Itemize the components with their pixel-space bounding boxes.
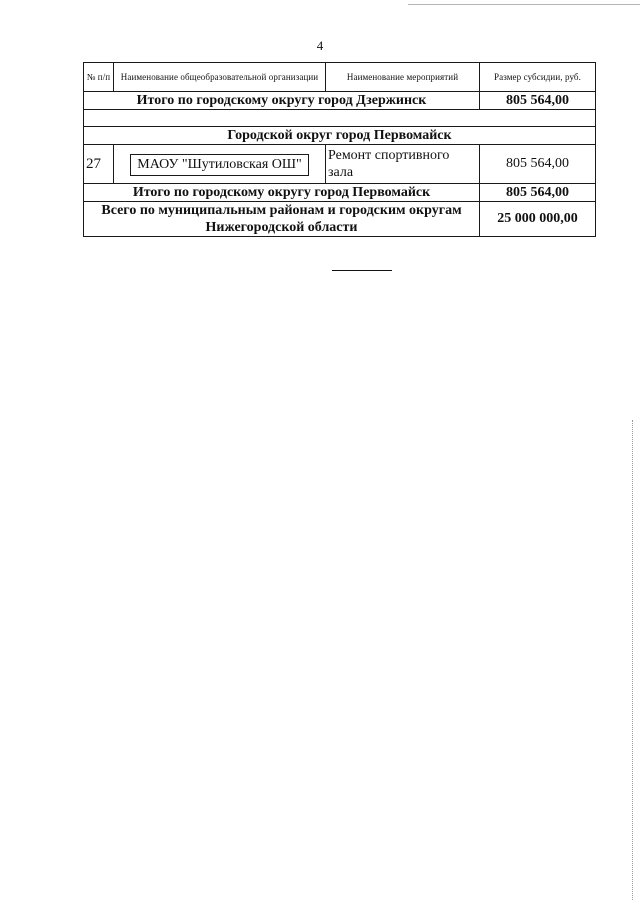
subtotal-value-pervomaisk: 805 564,00 xyxy=(480,184,596,202)
row-amount: 805 564,00 xyxy=(480,145,596,184)
grand-total-label: Всего по муниципальным районам и городским округам Нижегородской области xyxy=(84,202,480,237)
section-title: Городской округ город Первомайск xyxy=(84,127,596,145)
table-row xyxy=(84,145,596,184)
header-num: № п/п xyxy=(84,63,114,92)
scan-artifact-line xyxy=(408,4,640,5)
subtotal-row-pervomaisk xyxy=(84,184,596,202)
subtotal-label-pervomaisk: Итого по городскому округу город Первомайск xyxy=(84,184,480,202)
header-organization: Наименование общеобразовательной организации xyxy=(114,63,326,92)
header-amount: Размер субсидии, руб. xyxy=(480,63,596,92)
spacer-cell xyxy=(84,110,596,127)
end-of-document-rule xyxy=(332,270,392,271)
header-event: Наименование мероприятий xyxy=(326,63,480,92)
scan-artifact-edge xyxy=(632,420,633,900)
row-organization-cell xyxy=(114,145,326,184)
grand-total-row xyxy=(84,202,596,237)
section-row xyxy=(84,127,596,145)
row-num: 27 xyxy=(84,145,114,184)
table-header-row xyxy=(84,63,596,92)
subsidy-table xyxy=(83,62,596,237)
spacer-row xyxy=(84,110,596,127)
row-organization: МАОУ "Шутиловская ОШ" xyxy=(130,154,308,176)
row-event: Ремонт спортивного зала xyxy=(326,145,480,184)
page-number: 4 xyxy=(316,38,324,53)
grand-total-value: 25 000 000,00 xyxy=(480,202,596,237)
subtotal-row-dzerzhinsk xyxy=(84,92,596,110)
subtotal-label-dzerzhinsk: Итого по городскому округу город Дзержинск xyxy=(84,92,480,110)
subtotal-value-dzerzhinsk: 805 564,00 xyxy=(480,92,596,110)
